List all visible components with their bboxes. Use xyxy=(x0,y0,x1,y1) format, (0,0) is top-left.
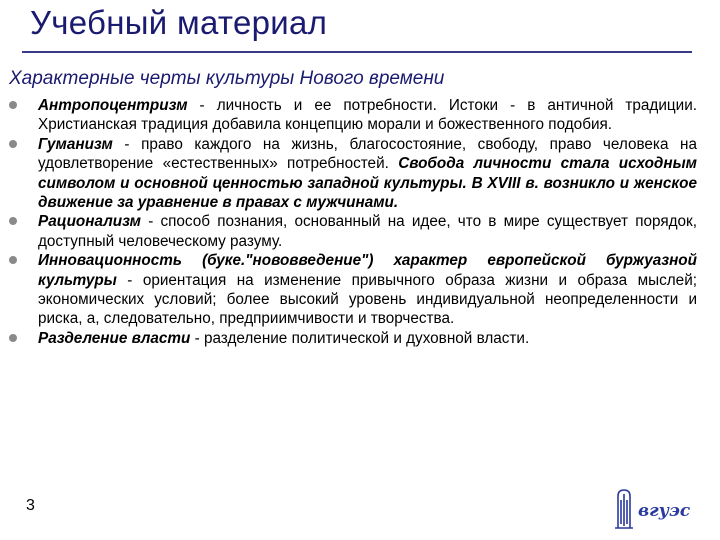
bullet-item-humanism xyxy=(9,135,697,213)
bullet-item-separation-of-power xyxy=(9,329,697,348)
bullet-term: Рационализм xyxy=(38,213,141,231)
bullet-dot-icon xyxy=(9,334,17,342)
bullet-text: - право каждого на жизнь, благосостояние, свободу, право человека на удовлетворение «естественных» потребностей. xyxy=(38,135,697,173)
logo-text: вгуэс xyxy=(638,501,691,521)
slide-title: Учебный материал xyxy=(30,4,328,41)
bullet-dot-icon xyxy=(9,256,17,264)
bullet-dot-icon xyxy=(9,140,17,148)
bullet-emphasis: Свобода личности стала исходным символом и основной ценностью западной культуры. В XVIII в. возникло и женское движение за уравнение в правах с мужчинами. xyxy=(38,155,697,212)
university-logo xyxy=(608,484,708,534)
bullet-text: - разделение политической и духовной власти. xyxy=(190,329,530,347)
bullet-term: Гуманизм xyxy=(38,135,113,153)
title-divider xyxy=(22,51,692,53)
bullet-text: - ориентация на изменение привычного образа жизни и образа мыслей; экономических условий; более высокий уровень индивидуальной неопределенности и риска, а, следовательно, предприимчивости и творчества. xyxy=(38,271,697,328)
university-emblem-icon xyxy=(615,490,633,528)
bullet-term: Инновационность xyxy=(38,252,182,270)
bullet-term: Разделение власти xyxy=(38,329,191,347)
bullet-term: Антропоцентризм xyxy=(38,97,188,114)
slide-subtitle: Характерные черты культуры Нового времени xyxy=(9,68,445,89)
bullet-item-innovation xyxy=(9,251,697,329)
bullet-item-anthropocentrism xyxy=(9,96,697,135)
bullet-text: - личность и ее потребности. Истоки - в античной традиции. Христианская традиция добавила концепцию морали и божественного подобия. xyxy=(38,97,697,134)
bullet-item-rationalism xyxy=(9,212,697,251)
bullet-dot-icon xyxy=(9,217,17,225)
bullet-emphasis: (буке."нововведение") характер европейской буржуазной культуры xyxy=(38,252,697,289)
bullet-text: - способ познания, основанный на идее, что в мире существует порядок, доступный человеческому разуму. xyxy=(38,213,697,250)
bullet-dot-icon xyxy=(9,101,17,109)
bullet-list xyxy=(9,96,697,348)
page-number: 3 xyxy=(26,497,35,514)
